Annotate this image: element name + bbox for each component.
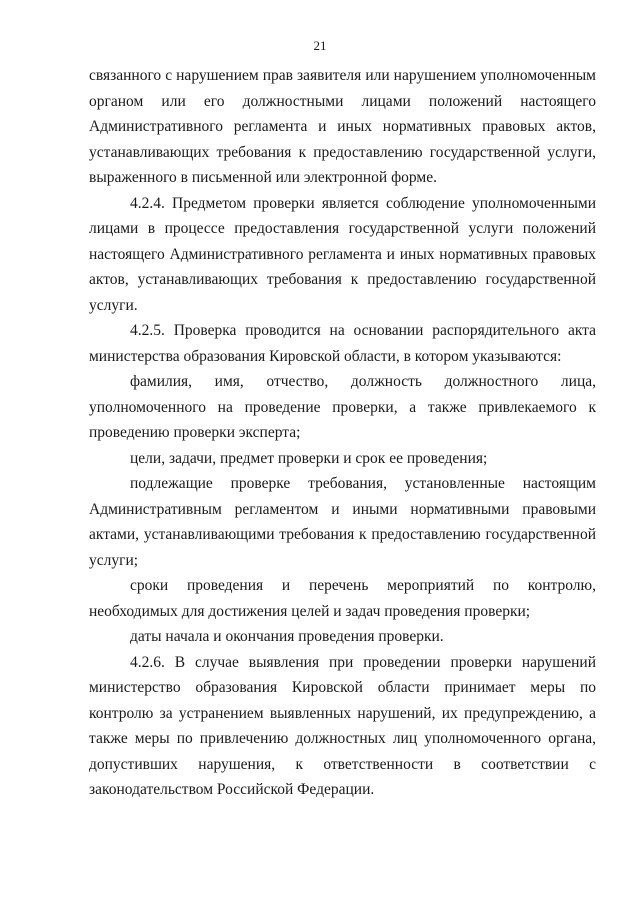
paragraph-4-2-6: 4.2.6. В случае выявления при проведении проверки нарушений министерство образования Кировской области принимает меры по контролю за устранением выявленных нарушений, их предупреждению, а также меры по привлечению должностных лиц уполномоченного органа, допустивших нарушения, к ответственности в соответствии с законодательством Российской Федерации. bbox=[89, 653, 596, 798]
paragraph-4-2-4: 4.2.4. Предметом проверки является соблюдение уполномоченными лицами в процессе предоставления государственной услуги положений настоящего Административного регламента и иных нормативных правовых актов, устанавливающих требования к предоставлению государственной услуги. bbox=[89, 194, 596, 314]
list-item-terms: сроки проведения и перечень мероприятий по контролю, необходимых для достижения целей и задач проведения проверки; bbox=[89, 577, 596, 620]
list-item-goals: цели, задачи, предмет проверки и срок ее проведения; bbox=[130, 449, 488, 467]
list-item-inspector: фамилия, имя, отчество, должность должностного лица, уполномоченного на проведение проверки, а также привлекаемого к проведению проверки эксперта; bbox=[89, 373, 596, 441]
list-item-requirements: подлежащие проверке требования, установленные настоящим Административным регламентом и иными нормативными правовыми актами, устанавливающими требования к предоставлению государственной услуги; bbox=[89, 475, 596, 569]
list-item-dates: даты начала и окончания проведения проверки. bbox=[130, 628, 444, 645]
paragraph-continuation: связанного с нарушением прав заявителя или нарушением уполномоченным органом или его должностными лицами положений настоящего Административного регламента и иных нормативных правовых актов, устанавливающих требования к предоставлению государственной услуги, выраженного в письменной или электронной форме. bbox=[89, 67, 596, 186]
document-body bbox=[89, 63, 596, 803]
page-number: 21 bbox=[313, 38, 327, 53]
paragraph-4-2-5: 4.2.5. Проверка проводится на основании распорядительного акта министерства образования Кировской области, в котором указываются: bbox=[89, 322, 596, 365]
